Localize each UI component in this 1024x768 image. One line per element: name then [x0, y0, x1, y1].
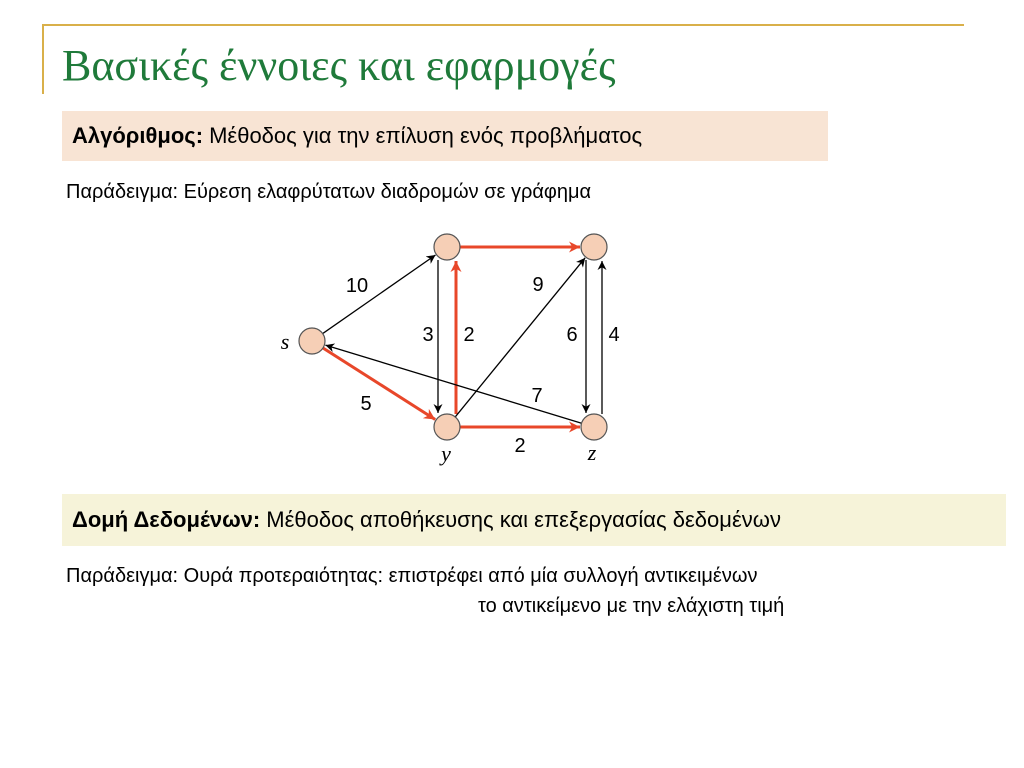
edge-weight-a-y: 2 [463, 324, 475, 346]
node-z [581, 414, 607, 440]
edge-weight-y-a: 3 [422, 324, 434, 346]
edge-weight-s-a: 10 [345, 275, 369, 297]
algorithm-term: Αλγόριθμος: [72, 123, 204, 148]
data-structure-term: Δομή Δεδομένων: [72, 507, 261, 532]
edge-weight-z-s: 7 [531, 385, 543, 407]
data-structure-definition: Μέθοδος αποθήκευσης και επεξεργασίας δεδομένων [266, 507, 781, 532]
edge-weight-z-b: 6 [566, 324, 578, 346]
algorithm-definition: Μέθοδος για την επίλυση ενός προβλήματος [209, 123, 643, 148]
example-2-line-1: Παράδειγμα: Ουρά προτεραιότητας: επιστρέφει από μία συλλογή αντικειμένων [66, 565, 758, 587]
data-structure-definition-box [62, 494, 1006, 546]
edge-s-a [323, 255, 436, 334]
node-label-z: z [587, 440, 597, 465]
node-b [581, 234, 607, 260]
edge-s-y [323, 348, 435, 419]
node-label-y: y [441, 441, 451, 466]
node-label-s: s [280, 329, 290, 354]
node-a [434, 234, 460, 260]
edge-weight-y-z: 2 [514, 435, 526, 457]
example-2-line-2: το αντικείμενο με την ελάχιστη τιμή [478, 595, 785, 617]
example-1: Παράδειγμα: Εύρεση ελαφρύτατων διαδρομών σε γράφημα [66, 181, 592, 203]
node-s [299, 328, 325, 354]
edge-weight-y-b: 9 [532, 274, 544, 296]
slide-title: Βασικές έννοιες και εφαρμογές [62, 41, 616, 90]
node-y [434, 414, 460, 440]
edge-weight-s-y: 5 [360, 393, 372, 415]
edge-weight-b-z: 4 [608, 324, 620, 346]
